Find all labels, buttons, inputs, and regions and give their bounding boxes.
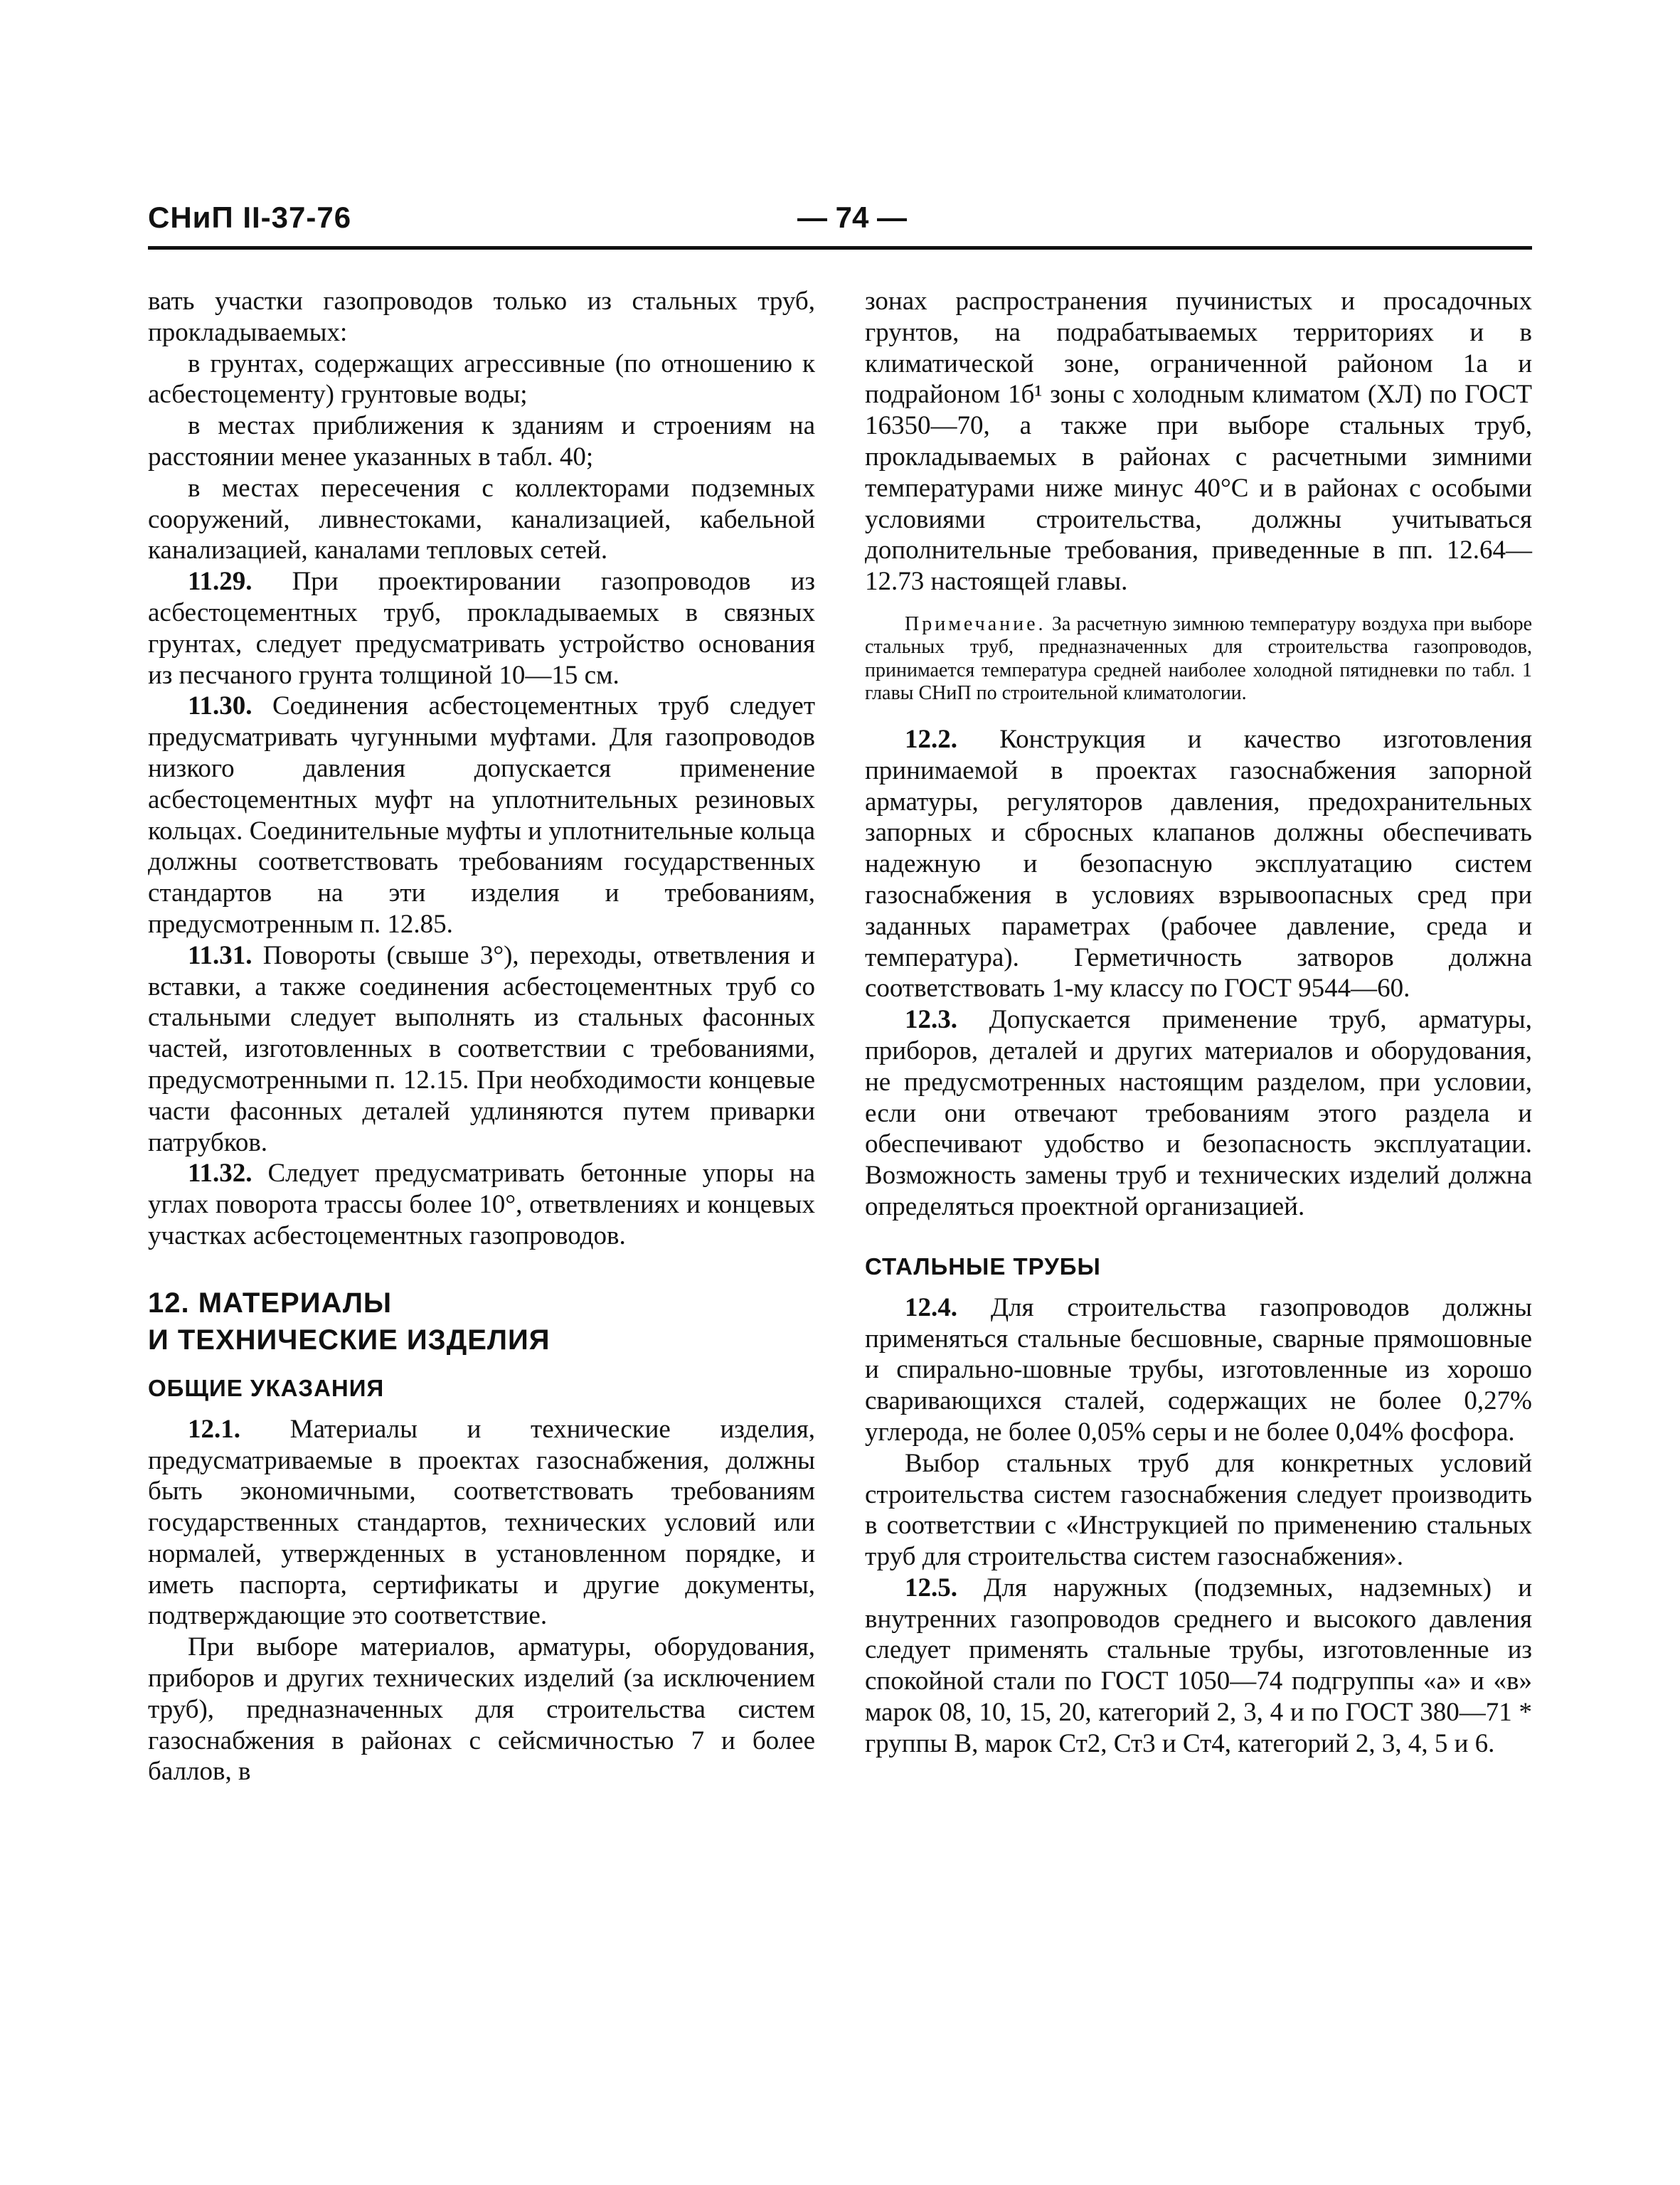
clause-text: При проектировании газопроводов из асбестоцементных труб, прокладываемых в связных грунтах, следует предусматривать устройство основания из песчаного грунта толщиной 10—15 см. [148, 567, 816, 690]
document-code: СНиП II-37-76 [148, 201, 352, 234]
list-item: в местах пересечения с коллекторами подземных сооружений, ливнестоками, канализацией, кабельной канализацией, каналами тепловых сетей. [148, 473, 815, 565]
clause-text: Для строительства газопроводов должны применяться стальные бесшовные, сварные прямошовные и спирально-шовные трубы, изготовленные из хорошо сваривающихся сталей, содержащих не более 0,27% углерода, не более 0,05% серы и не более 0,04% фосфора. [865, 1292, 1532, 1447]
clause-number: 11.31. [188, 940, 252, 970]
subsection-title-steel: СТАЛЬНЫЕ ТРУБЫ [865, 1253, 1101, 1280]
clause-11-29 [148, 566, 815, 691]
clause-number: 11.30. [188, 691, 252, 721]
section-title [148, 1285, 815, 1359]
clause-12-5 [865, 1573, 1532, 1760]
clause-number: 12.5. [905, 1573, 957, 1602]
right-column [865, 286, 1532, 1760]
note-text: За расчетную зимнюю температуру воздуха при выборе стальных труб, предназначенных для строительства газопроводов, принимается температура средней наиболее холодной пятидневки по табл. 1 главы СНиП по строительной климатологии. [865, 612, 1533, 705]
clause-number: 11.32. [188, 1159, 252, 1189]
section-title-line: И ТЕХНИЧЕСКИЕ ИЗДЕЛИЯ [148, 1324, 551, 1356]
clause-text: Конструкция и качество изготовления принимаемой в проектах газоснабжения запорной арматуры, регуляторов давления, предохранительных запорных и сбросных клапанов должны обеспечивать надежную и безопасную эксплуатацию систем газоснабжения в условиях взрывоопасных сред при заданных параметрах (рабочее давление, среда и температура). Герметичность затворов должна соответствовать 1-му классу по ГОСТ 9544—60. [865, 724, 1532, 1004]
clause-number: 12.3. [905, 1005, 957, 1035]
paragraph: При выборе материалов, арматуры, оборудования, приборов и других технических изделий (за исключением труб), предназначенных для строительства систем газоснабжения в районах с сейсмичностью 7 и более баллов, в [148, 1632, 815, 1787]
list-item: в местах приближения к зданиям и строениям на расстоянии менее указанных в табл. 40; [148, 411, 815, 472]
clause-text: Следует предусматривать бетонные упоры на углах поворота трассы более 10°, ответвлениях и концевых участках асбестоцементных газопроводов. [148, 1159, 815, 1250]
note [865, 613, 1532, 706]
paragraph: зонах распространения пучинистых и просадочных грунтов, на подрабатываемых территориях и в климатической зоне, ограниченной районом 1а и подрайоном 1б¹ зоны с холодным климатом (ХЛ) по ГОСТ 16350—70, а также при выборе стальных труб, прокладываемых в районах с расчетными зимними температурами ниже минус 40°С и в районах с особыми условиями строительства, должны учитываться дополнительные требования, приведенные в пп. 12.64—12.73 настоящей главы. [865, 287, 1532, 597]
clause-text: Повороты (свыше 3°), переходы, ответвления и вставки, а также соединения асбестоцементных труб со стальными следует выполнять из стальных фасонных частей, изготовленных в соответствии с требованиями, предусмотренными п. 12.15. При необходимости концевые части фасонных деталей удлиняются путем приварки патрубков. [148, 940, 815, 1157]
paragraph: вать участки газопроводов только из стальных труб, прокладываемых: [148, 287, 815, 347]
clause-12-3 [865, 1004, 1532, 1223]
clause-12-2 [865, 724, 1532, 1004]
header-rule [148, 246, 1532, 250]
clause-11-32 [148, 1158, 815, 1251]
clause-11-30 [148, 691, 815, 940]
subsection-title-general: ОБЩИЕ УКАЗАНИЯ [148, 1374, 385, 1401]
list-item: в грунтах, содержащих агрессивные (по отношению к асбестоцементу) грунтовые воды; [148, 349, 815, 410]
paragraph: Выбор стальных труб для конкретных условий строительства систем газоснабжения следует производить в соответствии с «Инструкцией по применению стальных труб для строительства систем газоснабжения». [865, 1448, 1532, 1572]
left-column [148, 286, 815, 1787]
clause-number: 12.4. [905, 1292, 957, 1322]
section-title-line: 12. МАТЕРИАЛЫ [148, 1287, 393, 1319]
clause-text: Для наружных (подземных, надземных) и внутренних газопроводов среднего и высокого давления следует применять стальные трубы, изготовленные из спокойной стали по ГОСТ 1050—74 подгруппы «а» и «в» марок 08, 10, 15, 20, категорий 2, 3, 4 и по ГОСТ 380—71 * группы В, марок Ст2, Ст3 и Ст4, категорий 2, 3, 4, 5 и 6. [865, 1573, 1533, 1758]
note-label: Примечание. [905, 612, 1046, 635]
clause-11-31 [148, 940, 815, 1159]
clause-number: 12.2. [905, 724, 957, 754]
clause-text: Соединения асбестоцементных труб следует предусматривать чугунными муфтами. Для газопроводов низкого давления допускается применение асбестоцементных муфт на уплотнительных резиновых кольцах. Соединительные муфты и уплотнительные кольца должны соответствовать требованиям государственных стандартов на эти изделия и требованиям, предусмотренным п. 12.85. [148, 691, 815, 939]
clause-number: 12.1. [188, 1414, 240, 1444]
clause-number: 11.29. [188, 567, 252, 597]
clause-text: Материалы и технические изделия, предусматриваемые в проектах газоснабжения, должны быть экономичными, соответствовать требованиям государственных стандартов, технических условий или нормалей, утвержденных в установленном порядке, и иметь паспорта, сертификаты и другие документы, подтверждающие это соответствие. [148, 1414, 815, 1631]
page-header [148, 201, 1532, 243]
clause-text: Допускается применение труб, арматуры, приборов, деталей и других материалов и оборудования, не предусмотренных настоящим разделом, при условии, если они отвечают требованиям этого раздела и обеспечивают удобство и безопасность эксплуатации. Возможность замены труб и технических изделий должна определяться проектной организацией. [865, 1005, 1532, 1221]
clause-12-1 [148, 1414, 815, 1632]
page-number: — 74 — [797, 201, 908, 234]
clause-12-4 [865, 1292, 1532, 1448]
